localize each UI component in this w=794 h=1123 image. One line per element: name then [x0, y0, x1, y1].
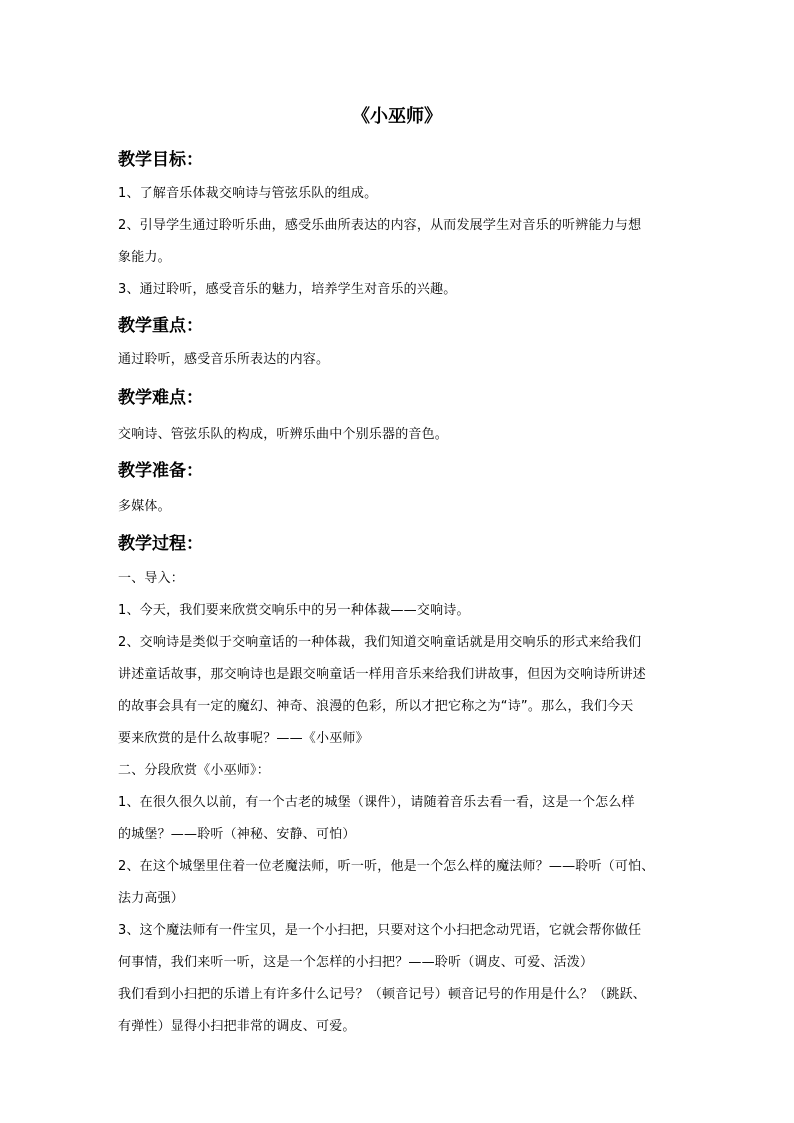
step-2-line-2: 法力高强）	[118, 891, 185, 906]
goals-paragraph	[118, 178, 678, 306]
step-3-line-1: 3、这个魔法师有一件宝贝，是一个小扫把，只要对这个小扫把念动咒语，它就会帮你做任	[118, 923, 642, 938]
step-4-line-2: 有弹性）显得小扫把非常的调皮、可爱。	[118, 1019, 356, 1034]
key-paragraph	[118, 344, 678, 376]
intro-2-line-1: 2、交响诗是类似于交响童话的一种体裁，我们知道交响童话就是用交响乐的形式来给我们	[118, 635, 642, 650]
step-1-line-1: 1、在很久很久以前，有一个古老的城堡（课件），请随着音乐去看一看，这是一个怎么样	[118, 795, 635, 810]
difficult-text: 交响诗、管弦乐队的构成，听辨乐曲中个别乐器的音色。	[118, 427, 449, 442]
difficult-paragraph	[118, 419, 678, 451]
goal-2-line-1: 2、引导学生通过聆听乐曲，感受乐曲所表达的内容，从而发展学生对音乐的听辨能力与想	[118, 218, 642, 233]
intro-2-line-2: 讲述童话故事，那交响诗也是跟交响童话一样用音乐来给我们讲故事，但因为交响诗所讲述	[118, 667, 647, 682]
heading-goals: 教学目标：	[118, 150, 203, 170]
intro-2-line-4: 要来欣赏的是什么故事呢？——《小巫师》	[118, 731, 369, 746]
goal-2-line-2: 象能力。	[118, 250, 171, 265]
document-title: 《小巫师》	[352, 106, 442, 127]
process-paragraph	[118, 563, 678, 1043]
heading-difficult: 教学难点：	[118, 388, 203, 408]
prep-text: 多媒体。	[118, 499, 171, 514]
heading-prep: 教学准备：	[118, 461, 203, 481]
heading-process: 教学过程：	[118, 534, 203, 554]
key-text: 通过聆听，感受音乐所表达的内容。	[118, 352, 330, 367]
goal-3: 3、通过聆听，感受音乐的魅力，培养学生对音乐的兴趣。	[118, 282, 457, 297]
section-appreciation: 二、分段欣赏《小巫师》：	[118, 763, 270, 778]
step-1-line-2: 的城堡？——聆听（神秘、安静、可怕）	[118, 827, 356, 842]
step-4-line-1: 我们看到小扫把的乐谱上有许多什么记号？（顿音记号）顿音记号的作用是什么？（跳跃、	[118, 987, 647, 1002]
step-2-line-1: 2、在这个城堡里住着一位老魔法师，听一听，他是一个怎么样的魔法师？——聆听（可怕、	[118, 859, 655, 874]
intro-1: 1、今天，我们要来欣赏交响乐中的另一种体裁——交响诗。	[118, 603, 470, 618]
section-intro: 一、导入：	[118, 571, 185, 586]
intro-2-line-3: 的故事会具有一定的魔幻、神奇、浪漫的色彩，所以才把它称之为“诗”。那么，我们今天	[118, 699, 634, 714]
step-3-line-2: 何事情，我们来听一听，这是一个怎样的小扫把？——聆听（调皮、可爱、活泼）	[118, 955, 594, 970]
prep-paragraph	[118, 491, 678, 523]
goal-1: 1、了解音乐体裁交响诗与管弦乐队的组成。	[118, 186, 378, 201]
heading-key: 教学重点：	[118, 316, 203, 336]
